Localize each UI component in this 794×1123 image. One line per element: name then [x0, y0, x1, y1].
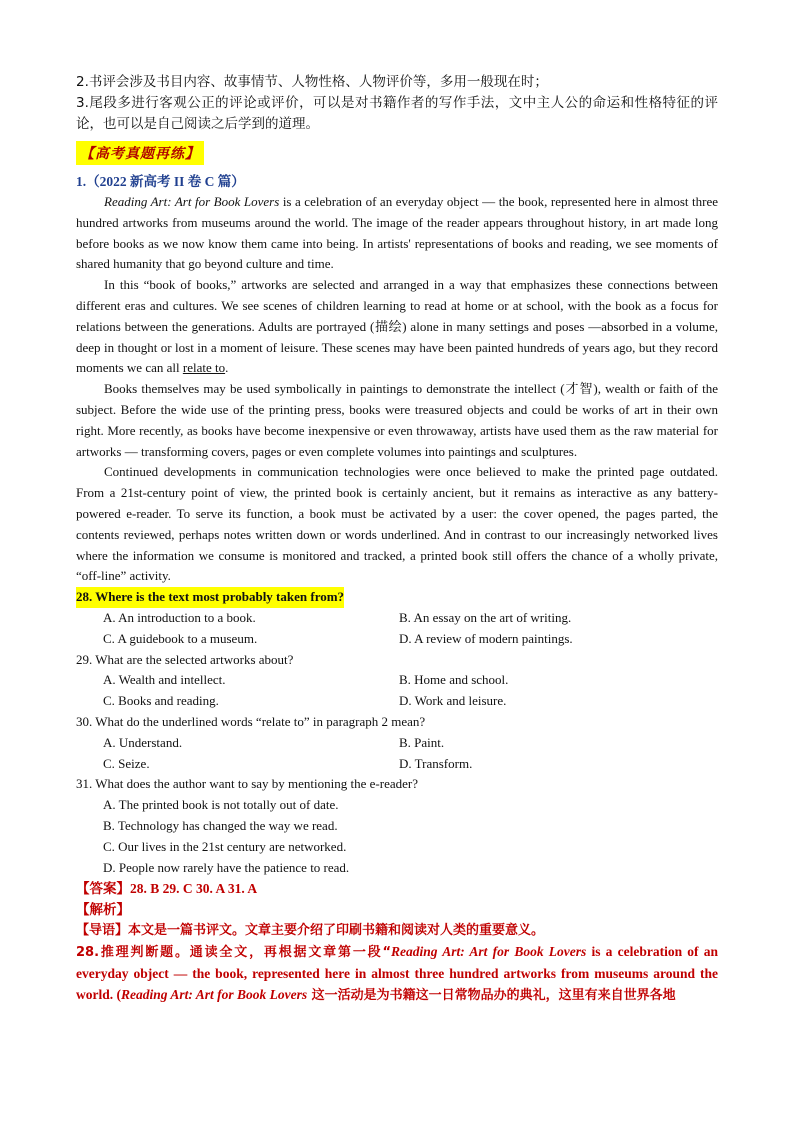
book-title: Reading Art: Art for Book Lovers [104, 194, 280, 209]
option-a: A. An introduction to a book. [103, 609, 256, 625]
answer-key: 【答案】28. B 29. C 30. A 31. A [76, 881, 258, 897]
option-d: D. Work and leisure. [399, 693, 507, 709]
question-stem: 29. What are the selected artworks about? [76, 651, 294, 667]
intro-line-3: 3.尾段多进行客观公正的评论或评价，可以是对书籍作者的写作手法，文中主人公的命运和性格特征的评论，也可以是自己阅读之后学到的道理。 [76, 95, 718, 132]
section-banner: 【高考真题再练】 [76, 141, 204, 165]
option-b: B. An essay on the art of writing. [399, 609, 572, 625]
question-source: 1.（2022 新高考 II 卷 C 篇） [76, 174, 245, 189]
option-c: C. A guidebook to a museum. [103, 630, 258, 646]
analysis-28: 28.推理判断题。通读全文，再根据文章第一段“Reading Art: Art for Book Lovers is a celebration of an everyday object — the book, represented here in almost three hundred artworks from museums around the world. (Reading Art: Art for Book Lovers 这一活动是为书籍这一日常物品办的典礼，这里有来自世界各地 [76, 944, 718, 1004]
option-d: D. Transform. [399, 755, 473, 771]
question-stem: 28. Where is the text most probably taken from? [76, 587, 344, 608]
intro-line-2: 2.书评会涉及书目内容、故事情节、人物性格、人物评价等，多用一般现在时； [76, 74, 548, 90]
option-c: C. Our lives in the 21st century are networked. [103, 838, 347, 854]
option-b: B. Paint. [399, 734, 445, 750]
passage-paragraph-2: In this “book of books,” artworks are selected and arranged in a way that emphasizes these connections between different eras and cultures. We see scenes of children learning to read at home or at school, with the book as a focus for relations between the generations. Adults are portrayed (描绘) alone in many settings and poses —absorbed in a volume, deep in thought or lost in a moment of leisure. These scenes may have been painted hundreds of years ago, but they record moments we can all relate to. [76, 277, 718, 376]
option-d: D. People now rarely have the patience to read. [103, 859, 350, 875]
option-b: B. Home and school. [399, 672, 509, 688]
document-page [76, 72, 718, 1006]
question-28 [76, 587, 718, 649]
passage-paragraph-4: Continued developments in communication technologies were once believed to make the printed page outdated. From a 21st-century point of view, the printed book is certainly ancient, but it remains as interactive as any battery-powered e-reader. To serve its function, a book must be activated by a user: the cover opened, the pages parted, the contents reviewed, perhaps notes written down or words underlined. And in contrast to our increasingly networked lives where the information we consume is monitored and tracked, a printed book still offers the chance of a wholly private, “off-line” activity. [76, 464, 718, 584]
option-c: C. Books and reading. [103, 693, 219, 709]
guide-text: 【导语】本文是一篇书评文。文章主要介绍了印刷书籍和阅读对人类的重要意义。 [76, 923, 545, 939]
underlined-words: relate to [182, 360, 226, 376]
option-a: A. Understand. [103, 734, 183, 750]
passage-paragraph-3: Books themselves may be used symbolically in paintings to demonstrate the intellect (才智), wealth or faith of the subject. Before the wide use of the printing press, books were treasured objects and could be works of art in their own right. More recently, as books have become inexpensive or even throwaway, artists have used them as the raw material for artworks — transforming covers, pages or even complete volumes into paintings and sculptures. [76, 381, 718, 459]
option-b: B. Technology has changed the way we read. [103, 817, 338, 833]
option-a: A. The printed book is not totally out of date. [103, 797, 339, 813]
question-29 [76, 650, 718, 712]
passage-paragraph-1: Reading Art: Art for Book Lovers is a celebration of an everyday object — the book, represented here in almost three hundred artworks from museums around the world. The image of the reader appears throughout history, in art made long before books as we now know them came into being. In artists' representations of books and reading, we see moments of shared humanity that go beyond culture and time. [76, 194, 718, 272]
question-30 [76, 712, 718, 774]
option-a: A. Wealth and intellect. [103, 672, 226, 688]
option-d: D. A review of modern paintings. [399, 630, 573, 646]
option-c: C. Seize. [103, 755, 150, 771]
analysis-label: 【解析】 [76, 902, 130, 918]
question-stem: 31. What does the author want to say by mentioning the e-reader? [76, 776, 418, 792]
question-31 [76, 774, 718, 878]
question-stem: 30. What do the underlined words “relate to” in paragraph 2 mean? [76, 713, 426, 729]
